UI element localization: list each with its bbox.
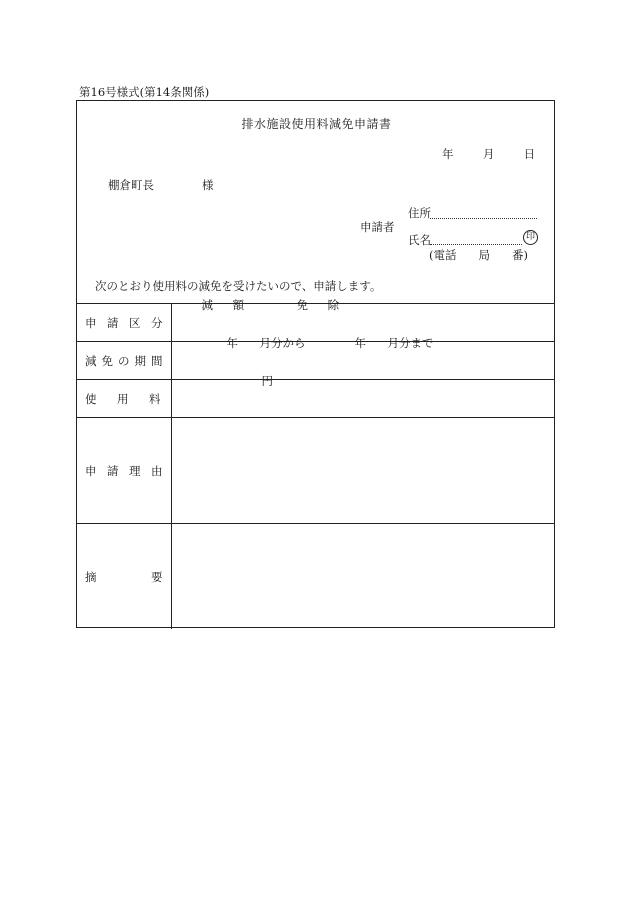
label-char: 料 xyxy=(149,391,161,406)
value-usage-fee[interactable] xyxy=(171,374,554,418)
row-usage-fee xyxy=(77,380,554,418)
date-year: 年 xyxy=(442,147,454,161)
label-application-reason xyxy=(77,418,171,524)
addressee-honorific: 様 xyxy=(202,178,214,192)
label-char: 由 xyxy=(151,463,163,478)
label-char: 免 xyxy=(101,353,113,368)
date-day: 日 xyxy=(523,147,536,161)
document-title: 排水施設使用料減免申請書 xyxy=(241,117,392,131)
applicant-label: 申請者 xyxy=(360,220,395,234)
label-char: 減 xyxy=(85,353,97,368)
address-label: 住所 xyxy=(408,206,431,220)
option-exemption[interactable]: 免 除 xyxy=(296,298,348,312)
value-summary[interactable] xyxy=(171,524,554,630)
label-char: 理 xyxy=(129,463,141,478)
seal-mark: 印 xyxy=(523,230,538,245)
name-field[interactable] xyxy=(430,244,522,245)
period-end-month: 月分まで xyxy=(387,336,434,350)
label-reduction-period xyxy=(77,342,171,380)
label-application-category xyxy=(77,304,171,342)
row-application-category xyxy=(77,304,554,342)
date-line xyxy=(442,146,535,162)
row-summary xyxy=(77,524,554,630)
label-char: 申 xyxy=(85,315,97,330)
date-month: 月 xyxy=(482,147,495,161)
row-application-reason xyxy=(77,418,554,524)
value-reduction-period[interactable] xyxy=(171,336,554,380)
label-char: の xyxy=(118,353,130,368)
phone-station: 局 xyxy=(478,248,490,262)
addressee xyxy=(108,177,214,193)
label-usage-fee xyxy=(77,380,171,418)
phone-open: (電話 xyxy=(429,248,457,262)
label-char: 間 xyxy=(151,353,163,368)
application-form xyxy=(76,100,555,628)
yen-unit: 円 xyxy=(261,374,273,388)
row-reduction-period xyxy=(77,342,554,380)
period-end-year: 年 xyxy=(354,336,366,350)
label-char: 使 xyxy=(85,391,97,406)
value-application-reason[interactable] xyxy=(171,418,554,524)
label-summary xyxy=(77,524,171,630)
label-char: 請 xyxy=(107,463,119,478)
form-table xyxy=(77,298,554,629)
phone-line xyxy=(429,247,528,263)
label-char: 摘 xyxy=(85,569,97,584)
label-char: 要 xyxy=(151,569,163,584)
label-char: 期 xyxy=(134,353,146,368)
option-reduction[interactable]: 減 額 xyxy=(201,298,253,312)
period-start-year: 年 xyxy=(226,336,238,350)
name-label: 氏名 xyxy=(408,233,431,247)
form-number: 第16号様式(第14条関係) xyxy=(79,85,210,99)
label-char: 区 xyxy=(129,315,141,330)
request-sentence: 次のとおり使用料の減免を受けたいので、申請します。 xyxy=(95,279,382,293)
label-char: 用 xyxy=(117,391,129,406)
period-start-month: 月分から xyxy=(259,336,306,350)
phone-number: 番) xyxy=(512,248,528,262)
address-field[interactable] xyxy=(430,218,537,219)
label-char: 申 xyxy=(85,463,97,478)
label-char: 分 xyxy=(151,315,163,330)
addressee-name: 棚倉町長 xyxy=(108,178,154,192)
label-char: 請 xyxy=(107,315,119,330)
